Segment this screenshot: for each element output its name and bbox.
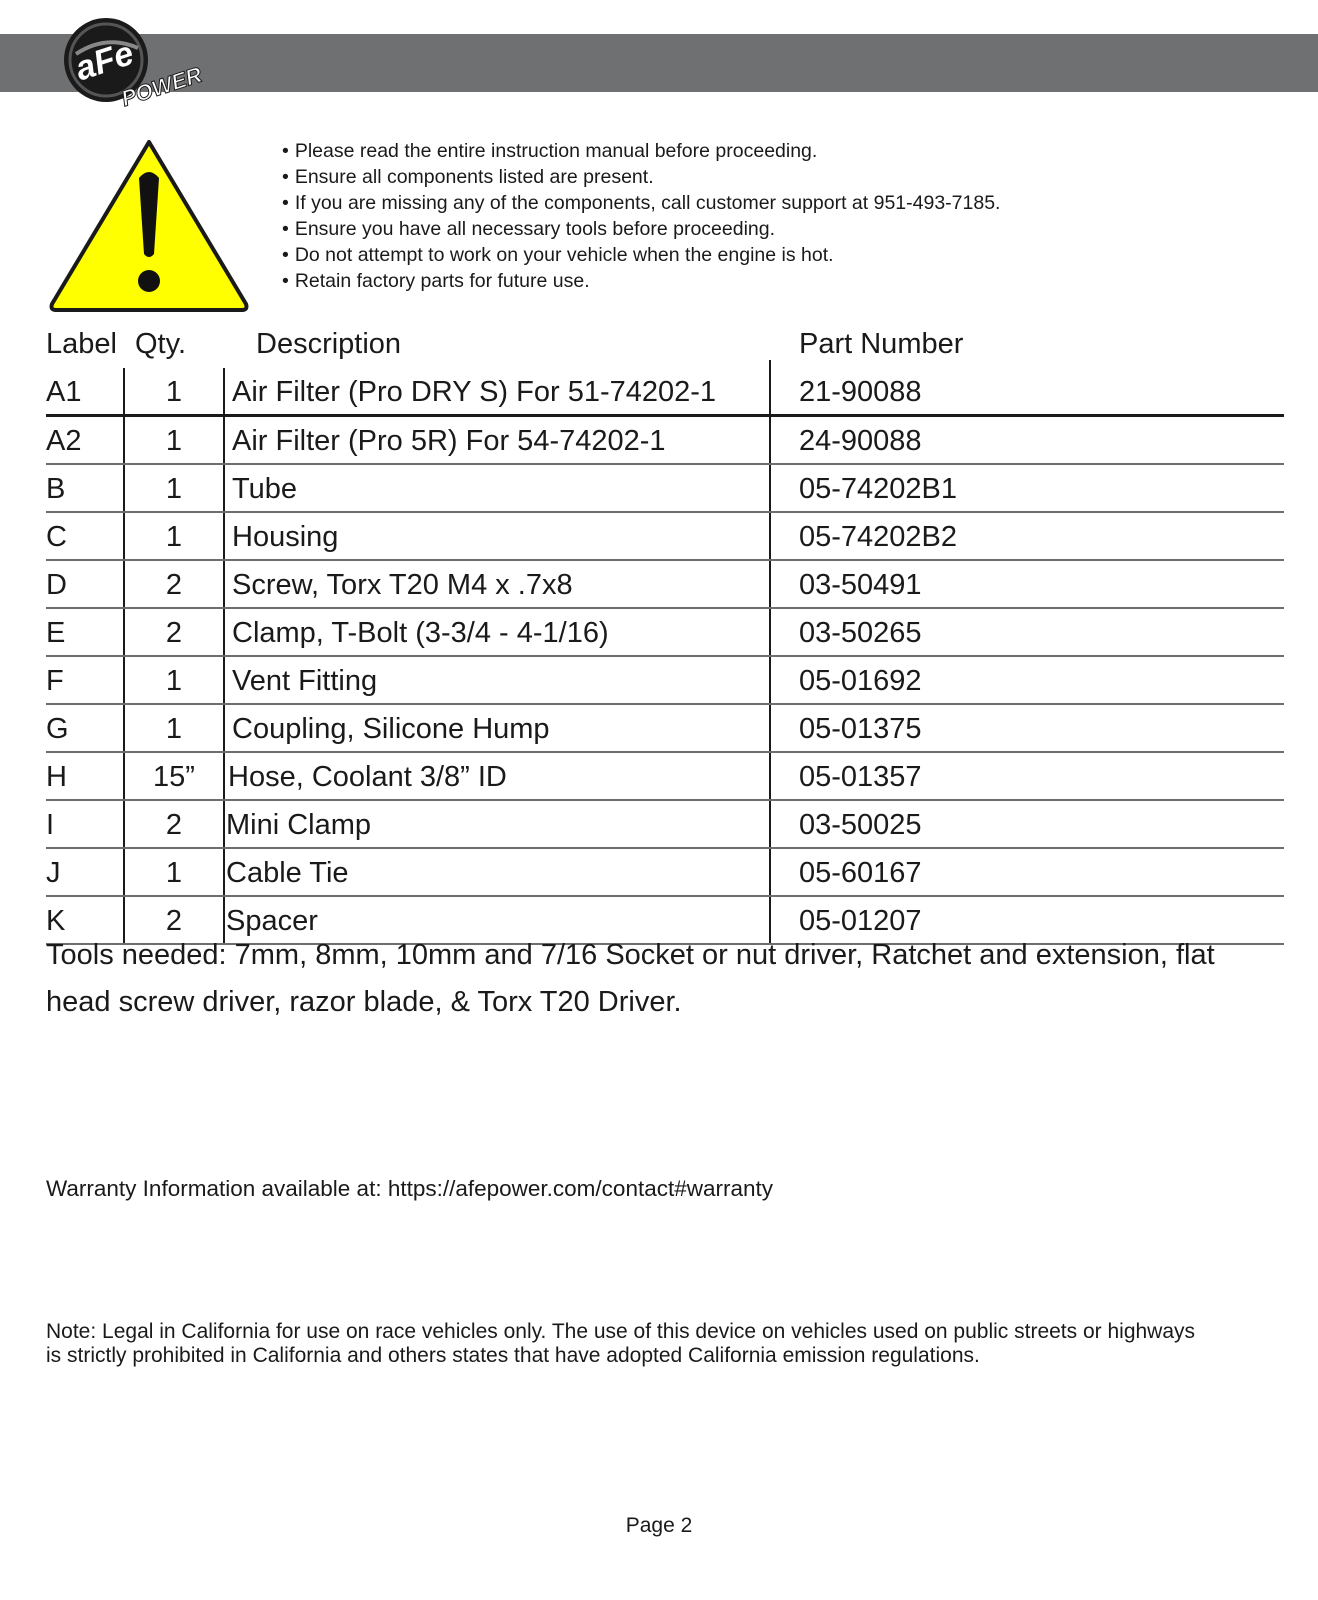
warranty-info-text: Warranty Information available at: https://afepower.com/contact#warranty bbox=[46, 1176, 774, 1201]
table-row bbox=[46, 561, 1284, 609]
row-description: Cable Tie bbox=[226, 857, 349, 889]
row-qty: 1 bbox=[165, 376, 183, 408]
row-part-number: 05-01207 bbox=[799, 905, 922, 937]
row-qty: 1 bbox=[165, 857, 183, 889]
row-qty: 2 bbox=[165, 617, 183, 649]
row-label: K bbox=[46, 905, 66, 937]
row-description: Coupling, Silicone Hump bbox=[232, 713, 550, 745]
row-qty: 15” bbox=[153, 761, 195, 793]
tools-needed-text: Tools needed: 7mm, 8mm, 10mm and 7/16 Socket or nut driver, Ratchet and extension, flat head screw driver, razor blade, & Torx T20 Driver. bbox=[46, 939, 1215, 1018]
parts-table bbox=[46, 322, 1284, 945]
afe-power-logo bbox=[62, 14, 212, 114]
row-label: E bbox=[46, 617, 66, 649]
parts-table-header bbox=[46, 322, 1284, 368]
row-qty: 1 bbox=[165, 665, 183, 697]
table-row bbox=[46, 465, 1284, 513]
table-row bbox=[46, 417, 1284, 465]
row-description: Air Filter (Pro DRY S) For 51-74202-1 bbox=[232, 376, 717, 408]
afe-logo-icon bbox=[62, 14, 212, 114]
row-description: Tube bbox=[232, 473, 298, 505]
row-label: F bbox=[46, 665, 64, 697]
row-description: Screw, Torx T20 M4 x .7x8 bbox=[232, 569, 573, 601]
row-qty: 2 bbox=[165, 905, 183, 937]
row-label: I bbox=[46, 809, 55, 841]
row-part-number: 24-90088 bbox=[799, 425, 922, 457]
row-description: Hose, Coolant 3/8” ID bbox=[228, 761, 507, 793]
row-qty: 1 bbox=[165, 521, 183, 553]
row-part-number: 05-74202B1 bbox=[799, 473, 958, 505]
row-label: C bbox=[46, 521, 67, 553]
row-qty: 1 bbox=[165, 713, 183, 745]
row-part-number: 05-74202B2 bbox=[799, 521, 958, 553]
svg-text:aFe: aFe bbox=[70, 34, 139, 89]
row-part-number: 05-60167 bbox=[799, 857, 922, 889]
warning-bullet: • Ensure you have all necessary tools before proceeding. bbox=[282, 216, 1000, 242]
row-part-number: 03-50491 bbox=[799, 569, 922, 601]
row-label: B bbox=[46, 473, 66, 505]
warning-bullet: • Please read the entire instruction manual before proceeding. bbox=[282, 138, 1000, 164]
header-description: Description bbox=[256, 328, 402, 360]
warning-bullet: • Ensure all components listed are present. bbox=[282, 164, 1000, 190]
warning-triangle-icon bbox=[46, 136, 252, 314]
warning-bullet: • If you are missing any of the components, call customer support at 951-493-7185. bbox=[282, 190, 1000, 216]
row-description: Clamp, T-Bolt (3-3/4 - 4-1/16) bbox=[232, 617, 609, 649]
row-label: J bbox=[46, 857, 61, 889]
table-row bbox=[46, 368, 1284, 417]
row-label: G bbox=[46, 713, 69, 745]
table-row bbox=[46, 657, 1284, 705]
warning-bullet: • Retain factory parts for future use. bbox=[282, 268, 1000, 294]
warning-bullet-list bbox=[282, 138, 1000, 294]
header-qty: Qty. bbox=[135, 328, 187, 360]
row-label: D bbox=[46, 569, 67, 601]
table-row bbox=[46, 801, 1284, 849]
row-description: Spacer bbox=[226, 905, 318, 937]
row-part-number: 03-50265 bbox=[799, 617, 922, 649]
table-row bbox=[46, 609, 1284, 657]
row-label: A1 bbox=[46, 376, 82, 408]
row-qty: 2 bbox=[165, 809, 183, 841]
header-part-number: Part Number bbox=[799, 328, 964, 360]
header-label: Label bbox=[46, 328, 117, 360]
table-row bbox=[46, 849, 1284, 897]
row-qty: 2 bbox=[165, 569, 183, 601]
table-row bbox=[46, 513, 1284, 561]
table-row bbox=[46, 705, 1284, 753]
row-part-number: 05-01375 bbox=[799, 713, 922, 745]
warning-bullet: • Do not attempt to work on your vehicle when the engine is hot. bbox=[282, 242, 1000, 268]
row-description: Housing bbox=[232, 521, 339, 553]
row-description: Air Filter (Pro 5R) For 54-74202-1 bbox=[232, 425, 666, 457]
row-label: H bbox=[46, 761, 67, 793]
table-row bbox=[46, 753, 1284, 801]
page-number: Page 2 bbox=[625, 1514, 693, 1537]
svg-text:POWER: POWER bbox=[118, 61, 205, 112]
row-part-number: 03-50025 bbox=[799, 809, 922, 841]
row-qty: 1 bbox=[165, 473, 183, 505]
row-label: A2 bbox=[46, 425, 82, 457]
row-qty: 1 bbox=[165, 425, 183, 457]
row-description: Mini Clamp bbox=[226, 809, 372, 841]
row-part-number: 05-01692 bbox=[799, 665, 922, 697]
row-part-number: 21-90088 bbox=[799, 376, 922, 408]
row-description: Vent Fitting bbox=[232, 665, 378, 697]
legal-note-text: Note: Legal in California for use on race vehicles only. The use of this device on vehicles used on public streets or highways is strictly prohibited in California and others states that have adopted California emission regulations. bbox=[46, 1320, 1196, 1367]
row-part-number: 05-01357 bbox=[799, 761, 922, 793]
